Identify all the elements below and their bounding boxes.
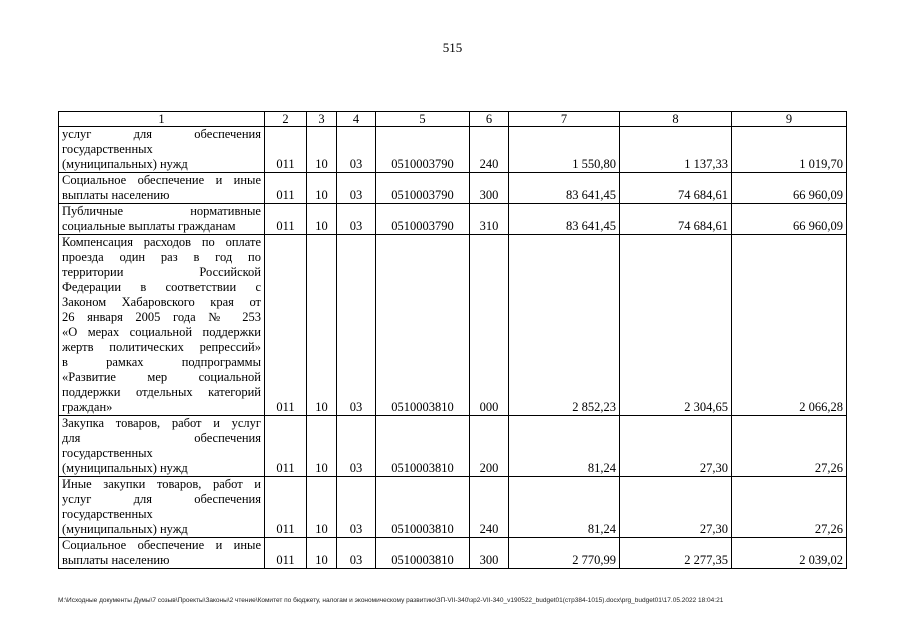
description-line: государственных <box>62 507 153 521</box>
section-code: 10 <box>307 204 337 235</box>
subsection-code: 03 <box>337 416 376 477</box>
description-line: для обеспечения <box>62 431 261 445</box>
description-line: 26 января 2005 года № 253 <box>62 310 261 324</box>
amount-year-3: 66 960,09 <box>732 173 847 204</box>
section-code: 10 <box>307 127 337 173</box>
target-article-code: 0510003810 <box>376 235 470 416</box>
target-article-code: 0510003790 <box>376 204 470 235</box>
expense-type-code: 200 <box>470 416 509 477</box>
amount-year-3: 1 019,70 <box>732 127 847 173</box>
column-header: 9 <box>732 112 847 127</box>
amount-year-1: 2 770,99 <box>509 538 620 569</box>
description-line: Социальное обеспечение и иные <box>62 173 261 187</box>
subsection-code: 03 <box>337 477 376 538</box>
column-header: 1 <box>59 112 265 127</box>
target-article-code: 0510003810 <box>376 538 470 569</box>
description-line: Закупка товаров, работ и услуг <box>62 416 261 430</box>
column-header: 2 <box>265 112 307 127</box>
amount-year-1: 2 852,23 <box>509 235 620 416</box>
footer-file-path: M:\Исходные документы Думы\7 созыв\Проекты\Законы\2 чтение\Комитет по бюджету, налогам и экономическому развитию\ЗП-VII-340\зр2-VII-340_v190522_budget01(стр384-1015).docx\prg_budget01\17.05.2022 18:04:21 <box>58 597 724 604</box>
row-description <box>59 127 265 173</box>
amount-year-2: 74 684,61 <box>620 173 732 204</box>
amount-year-2: 27,30 <box>620 416 732 477</box>
description-line: (муниципальных) нужд <box>62 522 188 536</box>
admin-code: 011 <box>265 477 307 538</box>
description-line: проезда один раз в год по <box>62 250 261 264</box>
row-description <box>59 538 265 569</box>
description-line: Публичные нормативные <box>62 204 261 218</box>
description-line: государственных <box>62 446 153 460</box>
subsection-code: 03 <box>337 127 376 173</box>
target-article-code: 0510003810 <box>376 416 470 477</box>
description-line: (муниципальных) нужд <box>62 157 188 171</box>
amount-year-1: 1 550,80 <box>509 127 620 173</box>
table-row <box>59 235 847 416</box>
description-line: «Развитие мер социальной <box>62 370 261 384</box>
description-line: Иные закупки товаров, работ и <box>62 477 261 491</box>
description-line: государственных <box>62 142 153 156</box>
admin-code: 011 <box>265 416 307 477</box>
amount-year-2: 2 277,35 <box>620 538 732 569</box>
subsection-code: 03 <box>337 235 376 416</box>
table-row <box>59 416 847 477</box>
section-code: 10 <box>307 538 337 569</box>
description-line: Компенсация расходов по оплате <box>62 235 261 249</box>
admin-code: 011 <box>265 173 307 204</box>
section-code: 10 <box>307 235 337 416</box>
column-header: 6 <box>470 112 509 127</box>
description-line: социальные выплаты гражданам <box>62 219 236 233</box>
amount-year-3: 2 066,28 <box>732 235 847 416</box>
row-description <box>59 173 265 204</box>
row-description <box>59 235 265 416</box>
admin-code: 011 <box>265 127 307 173</box>
column-header: 3 <box>307 112 337 127</box>
section-code: 10 <box>307 477 337 538</box>
column-header: 8 <box>620 112 732 127</box>
admin-code: 011 <box>265 538 307 569</box>
amount-year-2: 27,30 <box>620 477 732 538</box>
table-row <box>59 477 847 538</box>
budget-table <box>58 111 847 569</box>
row-description <box>59 477 265 538</box>
admin-code: 011 <box>265 235 307 416</box>
description-line: выплаты населению <box>62 553 170 567</box>
amount-year-3: 27,26 <box>732 477 847 538</box>
expense-type-code: 240 <box>470 477 509 538</box>
target-article-code: 0510003790 <box>376 173 470 204</box>
column-header: 4 <box>337 112 376 127</box>
amount-year-3: 2 039,02 <box>732 538 847 569</box>
expense-type-code: 300 <box>470 538 509 569</box>
description-line: поддержки отдельных категорий <box>62 385 261 399</box>
row-description <box>59 416 265 477</box>
expense-type-code: 240 <box>470 127 509 173</box>
amount-year-3: 66 960,09 <box>732 204 847 235</box>
description-line: (муниципальных) нужд <box>62 461 188 475</box>
section-code: 10 <box>307 173 337 204</box>
row-description <box>59 204 265 235</box>
column-header: 7 <box>509 112 620 127</box>
table-row <box>59 204 847 235</box>
description-line: Законом Хабаровского края от <box>62 295 261 309</box>
subsection-code: 03 <box>337 173 376 204</box>
subsection-code: 03 <box>337 538 376 569</box>
table-row <box>59 173 847 204</box>
expense-type-code: 300 <box>470 173 509 204</box>
expense-type-code: 000 <box>470 235 509 416</box>
expense-type-code: 310 <box>470 204 509 235</box>
column-header: 5 <box>376 112 470 127</box>
description-line: Федерации в соответствии с <box>62 280 261 294</box>
description-line: в рамках подпрограммы <box>62 355 261 369</box>
target-article-code: 0510003790 <box>376 127 470 173</box>
section-code: 10 <box>307 416 337 477</box>
admin-code: 011 <box>265 204 307 235</box>
description-line: услуг для обеспечения <box>62 492 261 506</box>
amount-year-3: 27,26 <box>732 416 847 477</box>
description-line: услуг для обеспечения <box>62 127 261 141</box>
description-line: граждан» <box>62 400 113 414</box>
subsection-code: 03 <box>337 204 376 235</box>
description-line: «О мерах социальной поддержки <box>62 325 261 339</box>
amount-year-1: 81,24 <box>509 416 620 477</box>
page-number: 515 <box>442 40 463 55</box>
description-line: выплаты населению <box>62 188 170 202</box>
table-row <box>59 127 847 173</box>
amount-year-2: 74 684,61 <box>620 204 732 235</box>
description-line: территории Российской <box>62 265 261 279</box>
amount-year-2: 2 304,65 <box>620 235 732 416</box>
amount-year-1: 83 641,45 <box>509 173 620 204</box>
header-row <box>59 112 847 127</box>
amount-year-2: 1 137,33 <box>620 127 732 173</box>
amount-year-1: 81,24 <box>509 477 620 538</box>
target-article-code: 0510003810 <box>376 477 470 538</box>
description-line: жертв политических репрессий» <box>62 340 261 354</box>
description-line: Социальное обеспечение и иные <box>62 538 261 552</box>
table-row <box>59 538 847 569</box>
amount-year-1: 83 641,45 <box>509 204 620 235</box>
